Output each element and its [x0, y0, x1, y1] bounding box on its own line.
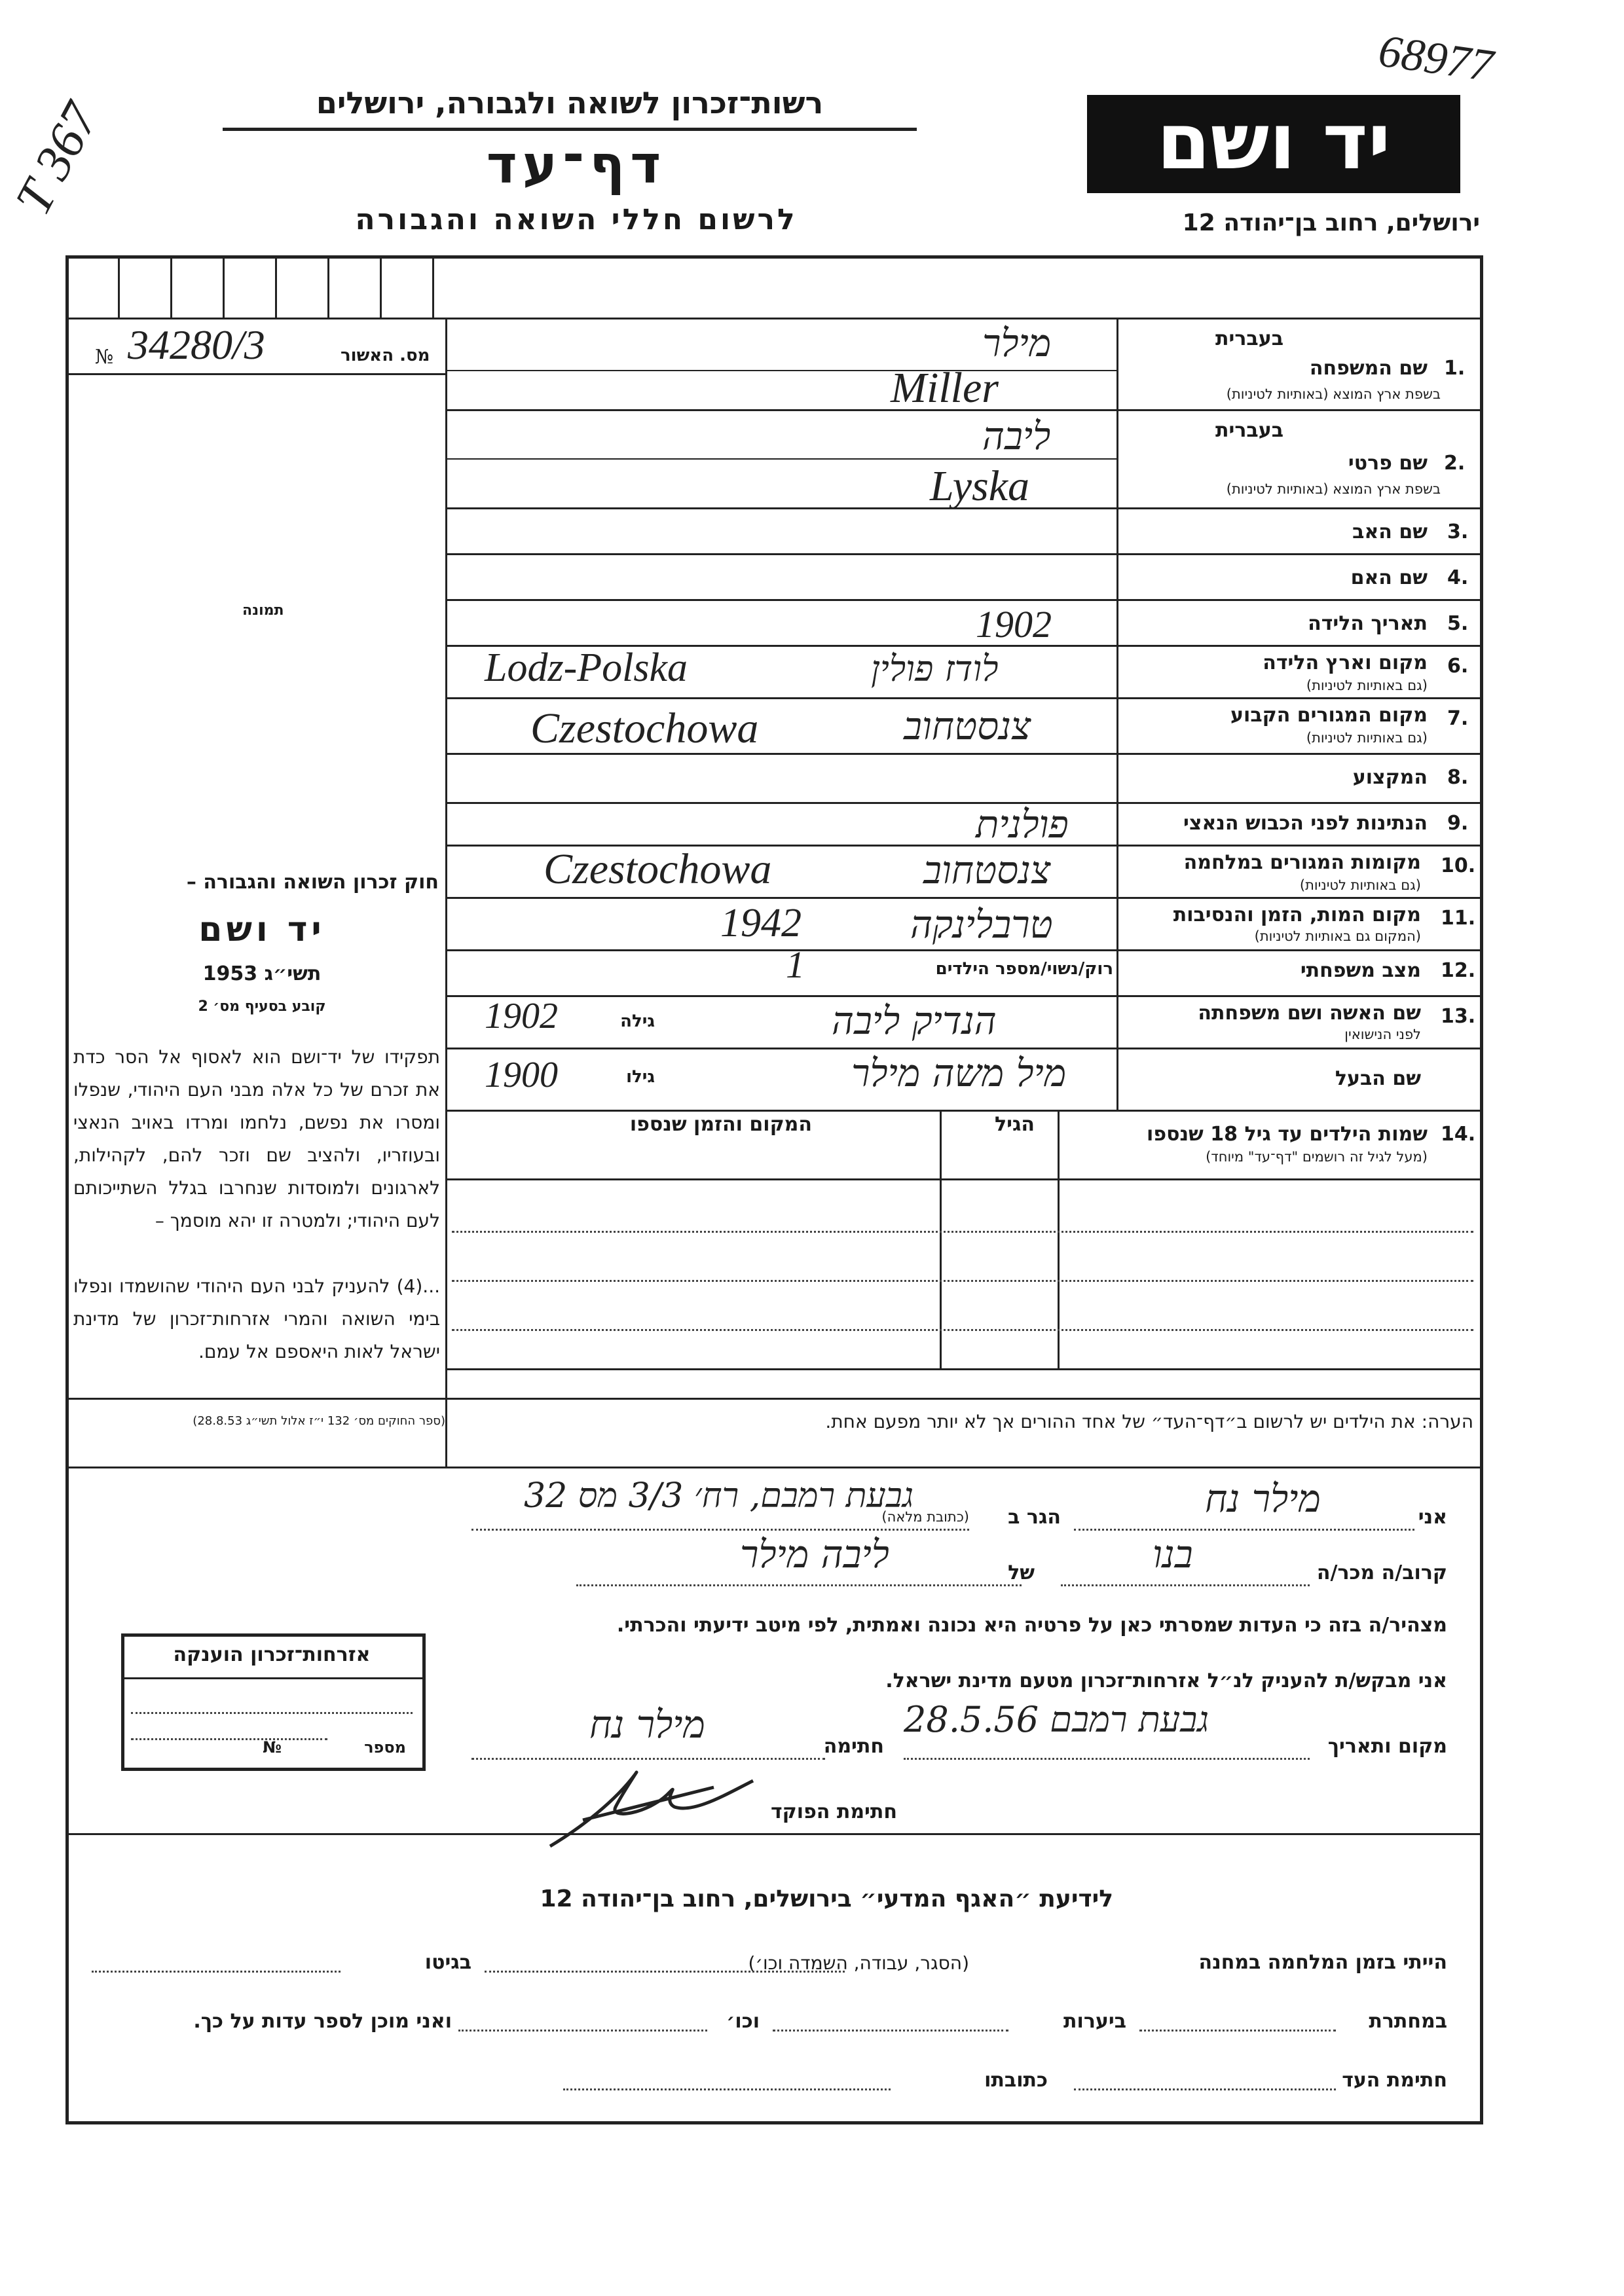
field-11-number: 11. [1441, 907, 1476, 930]
punch-col [275, 255, 277, 318]
field-7-sub: (גם באותיות לטיניות) [1306, 730, 1428, 746]
field-7-value-hebrew: צנסטחוב [904, 704, 1031, 748]
row-line [445, 1110, 1480, 1112]
official-signature-label: חתימת הפוקד [771, 1800, 897, 1823]
archive-number: 68977 [1375, 26, 1496, 92]
of-label: של [1008, 1561, 1035, 1584]
field-3-number: 3. [1447, 520, 1469, 543]
punch-col [380, 255, 382, 318]
field-2-number: 2. [1444, 452, 1466, 475]
t-code-mark: T 367 [3, 93, 109, 224]
law-text-2: ...(4) להעניק לבני העם היהודי שהושמדו ונפלו בימי השואה והמרי אזרחות־זכרון של מדינת ישראל לאות היאספם אל עמם. [73, 1275, 440, 1362]
field-10-sub: (גם באותיות לטיניות) [1299, 877, 1421, 893]
approval-no-sign: № [95, 346, 114, 369]
field-10-value-latin: Czestochowa [544, 845, 772, 893]
citizenship-box [121, 1633, 426, 1771]
approval-label: מס. האשור [341, 346, 430, 365]
citizenship-box-title: אזרחות־זכרון הוענקה [173, 1643, 371, 1666]
field-5-label: תאריך הלידה [1308, 612, 1428, 635]
relative-value: בנו [1153, 1532, 1193, 1576]
declaration-request: אני מבקש/ת להעניק לנ״ל אזרחות־זכרון מטעם מדינת ישראל. [885, 1669, 1447, 1692]
field-11-label: מקום המות, הזמן והנסיבות [1173, 903, 1421, 926]
header-rule [223, 128, 917, 131]
field-10-label: מקומות המגורים במלחמה [1183, 851, 1421, 874]
law-title-yad-vashem: יד ושם [198, 910, 325, 949]
law-section: קובע בסעיף מס׳ 2 [198, 998, 326, 1015]
field-1-sub: בשפת ארץ המוצא (באותיות לטיניות) [1226, 386, 1441, 402]
punch-col [432, 255, 434, 318]
place-date-label: מקום ותאריך [1327, 1735, 1447, 1758]
declarant-name-line [1074, 1529, 1414, 1531]
form-title: דף־עד [486, 134, 667, 195]
place-date-value: גבעת רמבם 28.5.56 [904, 1699, 1209, 1740]
science-line2-fill3 [458, 2030, 707, 2032]
field-13-number: 13. [1441, 1005, 1476, 1028]
relative-line [1061, 1584, 1310, 1586]
field-6-value-hebrew: לודז פולין [871, 648, 999, 689]
punch-row-bottom [65, 318, 1483, 319]
field-5-number: 5. [1447, 612, 1469, 635]
place-date-line [904, 1758, 1310, 1760]
field-12-number: 12. [1441, 959, 1476, 982]
science-line3-b: כתובתו [984, 2069, 1048, 2092]
science-line1-b: (הסגר, עבודה, השמדה וכו׳) [748, 1952, 969, 1974]
field-9-number: 9. [1447, 812, 1469, 835]
field-14-age-column: הגיל [995, 1113, 1035, 1136]
punch-col [118, 255, 120, 318]
science-line1-c: בגיטו [424, 1951, 471, 1974]
citizenship-box-line [131, 1738, 327, 1740]
frame-right [1480, 255, 1483, 2124]
husband-value-name: מיל משה מילר [851, 1051, 1067, 1095]
declarant-i-label: אני [1418, 1506, 1447, 1529]
science-line3-fill [1074, 2088, 1336, 2090]
field-2-hebrew-tag: בעברית [1215, 419, 1283, 442]
field-11-sub: (המקום גם באותיות לטיניות) [1254, 928, 1421, 944]
law-text-1: תפקידו של יד־ושם הוא לאסוף אל הסר כדת את זכרם של כל אלה מבני העם היהודי, שנפלו ומסרו את נפשם, נלחמו ומרדו באויב הנאצי ובעוזריו, ולהציב שם וזכר להם, לקהילות, לארגונים ולמוסדות שנחרבו בגלל השתייכותם לעם היהודי; ולמטרה זו יהא מוסמך – [73, 1046, 440, 1231]
field-7-value-latin: Czestochowa [530, 704, 759, 752]
declarant-address-value: גבעת רמבם, רח׳ 3/3 מס 32 [524, 1476, 914, 1516]
form-subtitle: לרשום חללי השואה והגבורה [355, 203, 798, 236]
field-11-value-year: 1942 [720, 901, 802, 945]
science-line1-a: הייתי בזמן המלחמה במחנה [1198, 1951, 1447, 1974]
note-top-rule [65, 1398, 1483, 1400]
field-14-place-column: המקום והזמן שנספו [629, 1113, 812, 1136]
husband-value-age: 1900 [485, 1055, 558, 1095]
field-7-number: 7. [1447, 707, 1469, 730]
row-line [445, 1048, 1480, 1049]
declarant-address-line [471, 1529, 969, 1531]
citizenship-box-rule [124, 1677, 422, 1679]
science-header: לידיעת ״האגף המדעי״ בירושלים, רחוב בן־יהודה 12 [540, 1886, 1113, 1912]
field-5-value: 1902 [976, 603, 1052, 646]
punch-col [327, 255, 329, 318]
field-1-value-hebrew: מילר [982, 321, 1052, 365]
official-signature-scribble [544, 1755, 760, 1853]
row-line [445, 802, 1480, 804]
relative-label: קרוב/ה מכר/ה [1316, 1561, 1447, 1584]
field-13-value-age: 1902 [485, 996, 558, 1036]
field-12-label: מצב משפחתי [1300, 959, 1421, 982]
field-13-sub: לפני הנישואין [1344, 1027, 1421, 1042]
field-1-value-latin: Miller [891, 364, 999, 412]
children-header-rule [445, 1178, 1480, 1180]
row-line [445, 697, 1480, 699]
field-1-label: שם המשפחה [1309, 357, 1428, 380]
science-line2-fill2 [773, 2030, 1008, 2032]
declarant-i-value: מילר נח [1205, 1476, 1321, 1521]
row-line [445, 599, 1480, 601]
field-6-number: 6. [1447, 655, 1469, 678]
citizenship-box-number-label: מספר [364, 1738, 406, 1757]
science-line2-d: ואני מוכן לספר עדות על כך. [193, 2010, 452, 2033]
row-line [445, 949, 1480, 951]
science-line2-a: במחתרת [1369, 2010, 1447, 2033]
signature-label: חתימה [823, 1735, 884, 1758]
row-line [445, 458, 1116, 460]
field-1-hebrew-tag: בעברית [1215, 327, 1283, 350]
field-6-value-latin: Lodz-Polska [485, 646, 688, 690]
field-12-value: 1 [786, 943, 805, 986]
children-row [452, 1329, 1473, 1331]
approval-number: 34280/3 [128, 321, 265, 368]
field-14-number: 14. [1441, 1123, 1476, 1146]
citizenship-box-line [131, 1712, 413, 1714]
note-text: הערה: את הילדים יש לרשום ב״דף־העד״ של אחד ההורים אך לא יותר מפעם אחת. [825, 1411, 1473, 1432]
authority-title: רשות־זכרון לשואה ולגבורה, ירושלים [316, 85, 824, 120]
science-line2-b: ביערות [1063, 2010, 1126, 2033]
row-line [445, 553, 1480, 555]
row-line [445, 370, 1116, 371]
law-citation: (ספר החוקים מס׳ 132 י״ז אלול תשי״ג 28.8.53) [193, 1414, 445, 1428]
field-4-number: 4. [1447, 566, 1469, 589]
yad-vashem-logo [1087, 95, 1460, 193]
field-2-value-hebrew: ליבה [982, 414, 1051, 458]
photo-label: תמונה [242, 602, 284, 619]
law-year: תשי״ג 1953 [202, 962, 322, 985]
field-6-label: מקום וארץ הלידה [1263, 651, 1428, 674]
punch-col [223, 255, 225, 318]
field-7-label: מקום המגורים הקבוע [1230, 704, 1428, 727]
approval-rule [65, 373, 445, 375]
label-column-divider [1116, 318, 1118, 1110]
field-13-age-label: גילה [620, 1011, 655, 1031]
note-bottom-rule [65, 1467, 1483, 1468]
field-10-number: 10. [1441, 854, 1476, 877]
declarant-resident-label: הגר ב [1008, 1506, 1061, 1529]
of-line [576, 1584, 1022, 1586]
field-14-label: שמות הילדים עד גיל 18 שנספו [1147, 1123, 1428, 1146]
science-line1-fill2 [92, 1971, 341, 1973]
field-10-value-hebrew: צנסטחוב [923, 848, 1051, 892]
left-panel-divider [445, 318, 447, 1467]
science-line3-fill2 [563, 2088, 891, 2090]
field-8-number: 8. [1447, 766, 1469, 789]
field-9-value: פולנית [976, 802, 1069, 847]
header-address: ירושלים, רחוב בן־יהודה 12 [1182, 210, 1480, 236]
science-line2-fill [1139, 2030, 1336, 2032]
of-value: ליבה מילר [740, 1532, 889, 1576]
husband-age-label: גילו [626, 1067, 655, 1087]
signature-value: מילר נח [589, 1702, 705, 1747]
field-2-label: שם פרטי [1348, 452, 1428, 475]
science-top-rule [65, 1833, 1483, 1835]
citizenship-box-no-sign: № [263, 1738, 282, 1757]
field-2-sub: בשפת ארץ המוצא (באותיות לטיניות) [1226, 481, 1441, 497]
law-title: חוק זכרון השואה והגבורה – [186, 871, 439, 894]
science-line1-fill [485, 1971, 845, 1973]
husband-label: שם הבעל [1335, 1067, 1421, 1090]
frame-top [65, 255, 1483, 259]
field-4-label: שם האם [1350, 566, 1428, 589]
field-9-label: הנתינות לפני הכבוש הנאצי [1183, 812, 1428, 835]
field-13-label: שם האשה ושם משפחתה [1198, 1002, 1421, 1025]
field-2-value-latin: Lyska [930, 462, 1030, 510]
frame-left [65, 255, 69, 2124]
logo-text: יד ושם [1156, 96, 1391, 187]
field-12-status-options: רוק/נשוי/מספר הילדים [935, 959, 1113, 979]
science-line3-a: חתימת העד [1342, 2069, 1447, 2092]
declarant-address-hint: (כתובת מלאה) [881, 1509, 969, 1525]
children-bottom-rule [445, 1368, 1480, 1370]
field-14-sub: (מעל לגיל זה רושמים "דף־עד" מיוחד) [1206, 1149, 1428, 1165]
row-line [445, 897, 1480, 899]
field-13-value-name: הנדיק ליבה [832, 998, 997, 1043]
field-1-number: 1. [1444, 357, 1466, 380]
punch-col [170, 255, 172, 318]
children-row [452, 1231, 1473, 1233]
row-line [445, 995, 1480, 997]
frame-bottom [65, 2121, 1483, 2124]
field-11-value-hebrew: טרבלינקה [910, 902, 1053, 947]
field-8-label: המקצוע [1352, 766, 1428, 789]
field-6-sub: (גם באותיות לטיניות) [1306, 678, 1428, 693]
declaration-statement: מצהיר/ה בזה כי העדות שמסרתי כאן על פרטיה היא נכונה ואמתית, לפי מיטב ידיעתי והכרתי. [616, 1614, 1447, 1637]
science-line2-c: וכו׳ [726, 2010, 760, 2033]
children-row [452, 1280, 1473, 1282]
field-3-label: שם האב [1352, 520, 1428, 543]
